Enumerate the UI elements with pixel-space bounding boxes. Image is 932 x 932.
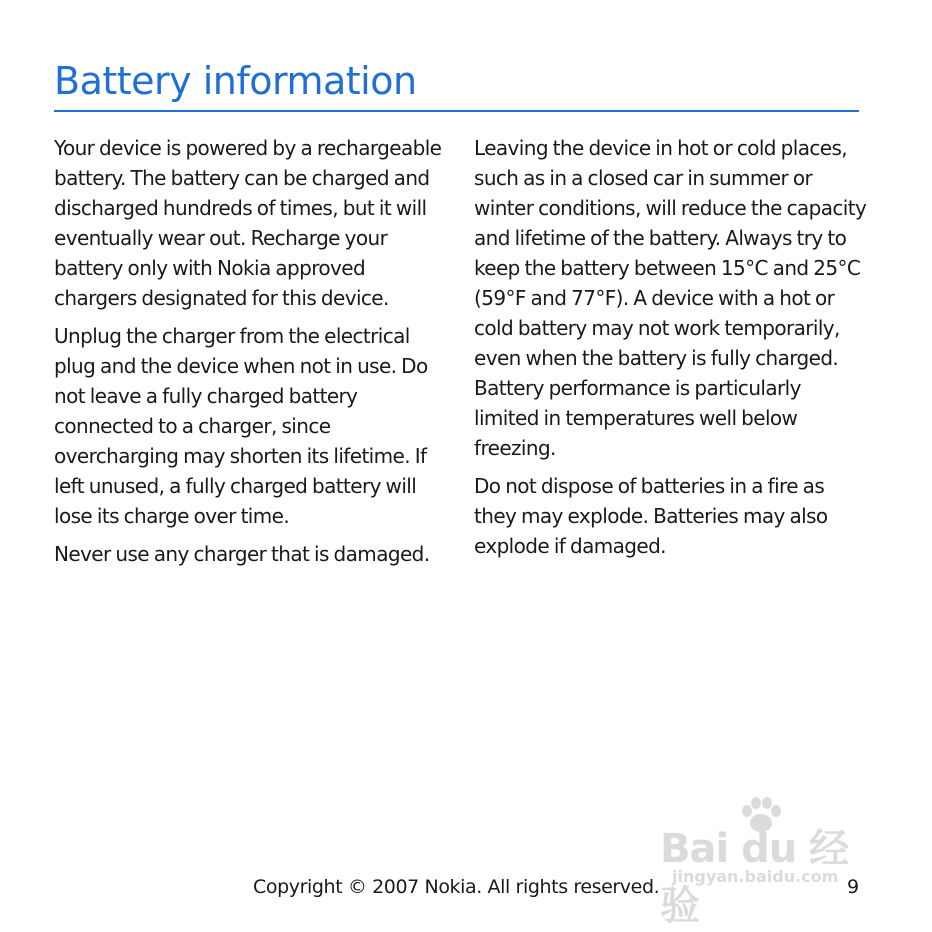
watermark-logo-text: Bai du 经验 (660, 826, 849, 929)
baidu-watermark (660, 795, 875, 929)
paragraph-battery-powered: Your device is powered by a rechargeable battery. The battery can be charged and discharged hundreds of times, but it will eventually wear out. Recharge your battery only with Nokia approved chargers designated for this device. (54, 136, 442, 310)
page-number: 9 (847, 876, 860, 898)
footer-copyright: Copyright © 2007 Nokia. All rights reserved. (253, 876, 660, 898)
right-column (474, 133, 869, 569)
watermark-url: jingyan.baidu.com (672, 867, 839, 886)
paragraph-disposal: Do not dispose of batteries in a fire as they may explode. Batteries may also explode if damaged. (474, 474, 828, 558)
paragraph-unplug-charger: Unplug the charger from the electrical plug and the device when not in use. Do not leave a fully charged battery connected to a charger, since overcharging may shorten its lifetime. If left unused, a fully charged battery will lose its charge over time. (54, 324, 428, 528)
paragraph-damaged-charger: Never use any charger that is damaged. (54, 542, 430, 566)
title-divider (54, 110, 859, 112)
page-title: Battery information (54, 59, 417, 103)
paragraph-temperature: Leaving the device in hot or cold places, such as in a closed car in summer or winter conditions, will reduce the capacity and lifetime of the battery. Always try to keep the battery between 15°C and 25°C (59°F and 77°F). A device with a hot or cold battery may not work temporarily, even when the battery is fully charged. Battery performance is particularly limited in temperatures well below freezing. (474, 136, 867, 460)
left-column (54, 133, 449, 577)
